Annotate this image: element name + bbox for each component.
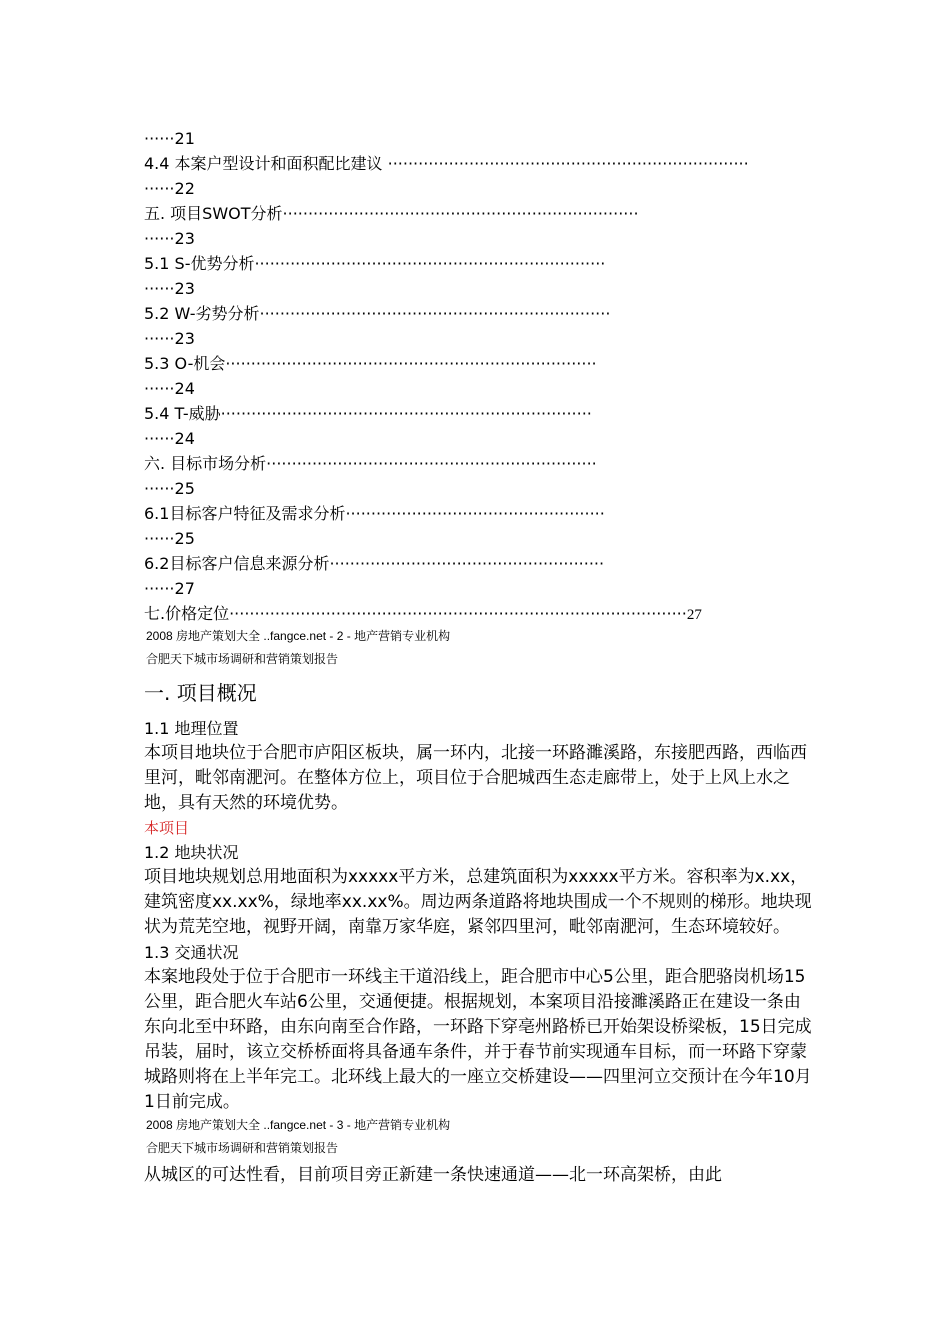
toc-entry: ······21 [144, 129, 195, 148]
paragraph: 项目地块规划总用地面积为xxxxx平方米，总建筑面积为xxxxx平方米。容积率为x.xx，建筑密度xx.xx%，绿地率xx.xx%。周边两条道路将地块围成一个不规则的梯形。地块现状为荒芜空地，视野开阔，南靠万家华庭，紧邻四里河，毗邻南淝河，生态环境较好。 [144, 867, 812, 937]
paragraph: 本案地段处于位于合肥市一环线主干道沿线上，距合肥市中心5公里，距合肥骆岗机场15公里，距合肥火车站6公里，交通便捷。根据规划，本案项目沿接濉溪路正在建设一条由东向北至中环路，由东向南至合作路，一环路下穿亳州路桥已开始架设桥梁板，15日完成吊装，届时，该立交桥桥面将具备通车条件，并于春节前实现通车目标，而一环路下穿蒙城路则将在上半年完工。北环线上最大的一座立交桥建设——四里河立交预计在今年10月1日前完成。 [144, 967, 812, 1112]
toc-entry: ······25 [144, 529, 195, 548]
toc-entry: ······25 [144, 479, 195, 498]
toc-entry: ······22 [144, 179, 195, 198]
toc-entry: 5.1 S-优势分析····································································· [144, 254, 606, 273]
paragraph: 从城区的可达性看，目前项目旁正新建一条快速通道——北一环高架桥，由此 [144, 1165, 722, 1185]
toc-label: 七.价格定位·························································································· [144, 604, 687, 623]
toc-entry: 六. 目标市场分析································································· [144, 454, 597, 473]
subsection-title: 1.1 地理位置 [144, 719, 239, 738]
subsection-title: 1.3 交通状况 [144, 943, 239, 962]
red-label: 本项目 [144, 819, 190, 837]
table-of-contents [144, 126, 814, 626]
toc-entry: ······27 [144, 579, 195, 598]
paragraph: 本项目地块位于合肥市庐阳区板块，属一环内，北接一环路濉溪路，东接肥西路，西临西里河，毗邻南淝河。在整体方位上，项目位于合肥城西生态走廊带上，处于上风上水之地，具有天然的环境优势。 [144, 743, 807, 813]
toc-entry: 五. 项目SWOT分析······································································ [144, 204, 639, 223]
toc-entry: ······23 [144, 229, 195, 248]
section-title: 一. 项目概况 [144, 681, 257, 705]
toc-entry: ······23 [144, 329, 195, 348]
toc-entry-last [144, 601, 814, 626]
subsection-title: 1.2 地块状况 [144, 843, 239, 862]
toc-entry: 5.4 T-威胁········································································· [144, 404, 592, 423]
toc-entry: 4.4 本案户型设计和面积配比建议 ······································································· [144, 154, 749, 173]
page-footer: 2008 房地产策划大全 ..fangce.net - 3 - 地产营销专业机构 [146, 1118, 451, 1132]
toc-entry: ······24 [144, 379, 195, 398]
page-header: 合肥天下城市场调研和营销策划报告 [146, 652, 339, 666]
toc-entry: ······24 [144, 429, 195, 448]
toc-entry: 5.2 W-劣势分析····································································· [144, 304, 611, 323]
toc-entry: ······23 [144, 279, 195, 298]
toc-entry: 6.1目标客户特征及需求分析··················································· [144, 504, 605, 523]
page-footer: 2008 房地产策划大全 ..fangce.net - 2 - 地产营销专业机构 [146, 629, 451, 643]
toc-entry: 5.3 O-机会········································································· [144, 354, 597, 373]
page-header: 合肥天下城市场调研和营销策划报告 [146, 1141, 339, 1155]
toc-page-number: 27 [686, 607, 702, 623]
document-page [144, 126, 814, 1188]
toc-entry: 6.2目标客户信息来源分析······················································ [144, 554, 605, 573]
